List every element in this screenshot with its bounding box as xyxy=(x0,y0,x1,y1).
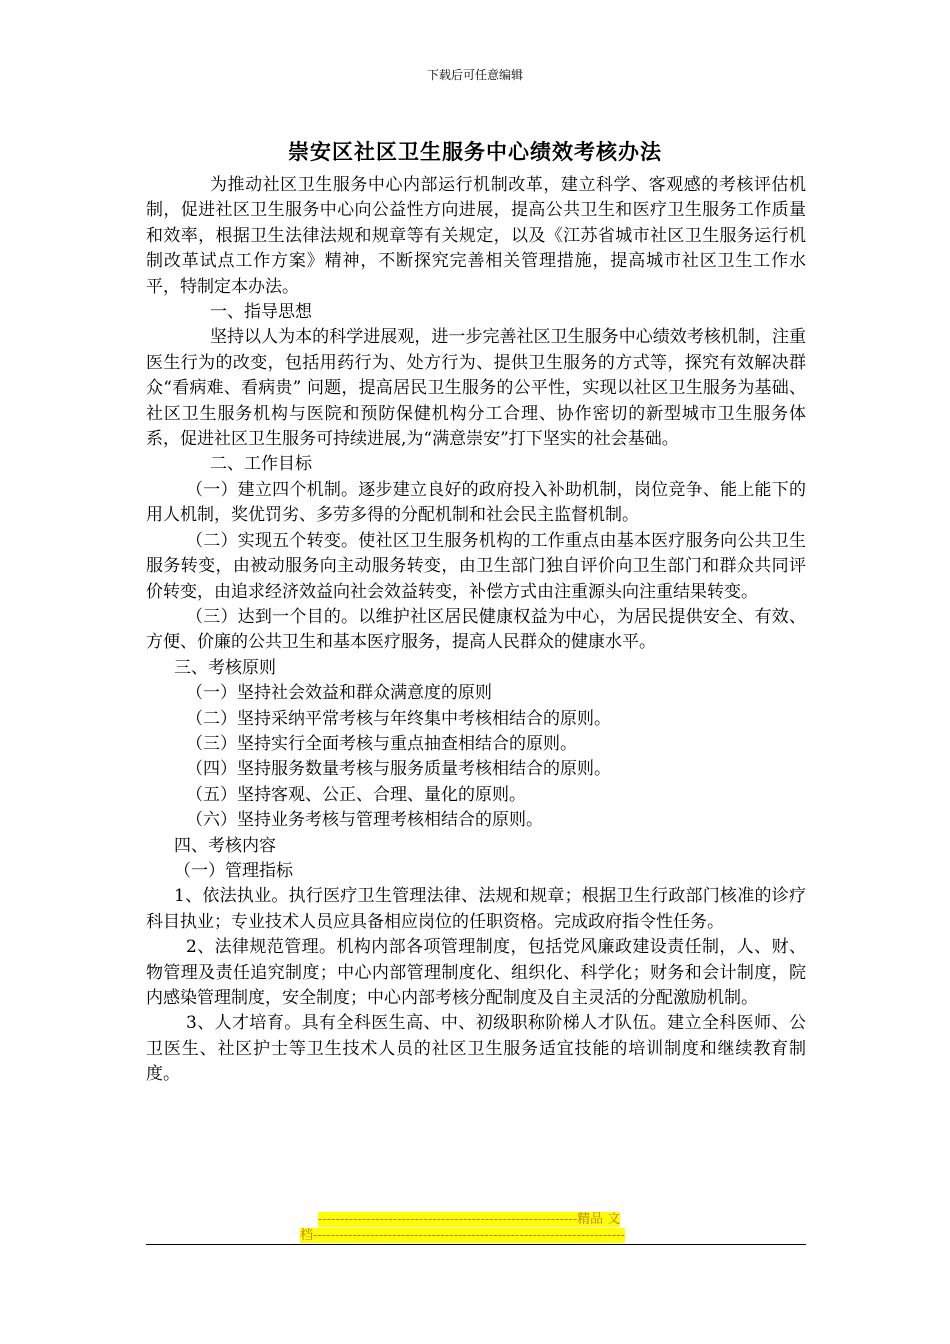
section-heading-2: 二、工作目标 xyxy=(210,454,312,475)
page-header: 下载后可任意编辑 xyxy=(426,68,523,82)
document-title: 崇安区社区卫生服务中心绩效考核办法 xyxy=(288,139,662,164)
principle-item-6: （六）坚持业务考核与管理考核相结合的原则。 xyxy=(186,810,543,831)
intro-paragraph: 为推动社区卫生服务中心内部运行机制改革，建立科学、客观感的考核评估机制，促进社区卫生服务中心向公益性方向进展，提高公共卫生和医疗卫生服务工作质量和效率，根据卫生法律法规和规章等有关规定，以及《江苏省城市社区卫生服务运行机制改革试点工作方案》精神，不断探究完善相关管理措施，提高城市社区卫生工作水平，特制定本办法。 xyxy=(146,175,806,297)
principle-item-5: （五）坚持客观、公正、合理、量化的原则。 xyxy=(186,784,526,805)
section-heading-3: 三、考核原则 xyxy=(174,657,276,678)
section-1-paragraph: 坚持以人为本的科学进展观，进一步完善社区卫生服务中心绩效考核机制，注重医生行为的改变，包括用药行为、处方行为、提供卫生服务的方式等，探究有效解决群众“看病难、看病贵” 问题，提高居民卫生服务的公平性，实现以社区卫生服务为基础、社区卫生服务机构与医院和预防保健机构分工合理、协作密切的新型城市卫生服务体系，促进社区卫生服务可持续进展,为“满意崇安”打下坚实的社会基础。 xyxy=(146,327,806,450)
footer-line-1: -----------------------------------------------------------精品 文 xyxy=(318,1212,621,1227)
principle-item-3: （三）坚持实行全面考核与重点抽查相结合的原则。 xyxy=(186,733,577,754)
section-4-paragraph-1: 1、依法执业。执行医疗卫生管理法律、法规和规章；根据卫生行政部门核准的诊疗科目执业；专业技术人员应具备相应岗位的任职资格。完成政府指令性任务。 xyxy=(146,886,806,932)
section-2-paragraph-3: （三）达到一个目的。以维护社区居民健康权益为中心，为居民提供安全、有效、方便、价廉的公共卫生和基本医疗服务，提高人民群众的健康水平。 xyxy=(146,606,806,653)
section-heading-4: 四、考核内容 xyxy=(174,835,276,856)
section-2-paragraph-1: （一）建立四个机制。逐步建立良好的政府投入补助机制，岗位竞争、能上能下的用人机制，奖优罚劣、多劳多得的分配机制和社会民主监督机制。 xyxy=(146,479,806,526)
section-4-paragraph-2: 2、法律规范管理。机构内部各项管理制度，包括党风廉政建设责任制，人、财、物管理及责任追究制度；中心内部管理制度化、组织化、科学化；财务和会计制度，院内感染管理制度，安全制度；中心内部考核分配制度及自主灵活的分配激励机制。 xyxy=(146,937,806,1008)
footer-divider xyxy=(146,1244,806,1245)
section-4-subheading: （一）管理指标 xyxy=(174,860,293,881)
page-footer xyxy=(300,1212,650,1244)
section-heading-1: 一、指导思想 xyxy=(210,302,312,323)
document-body xyxy=(146,173,806,1088)
footer-line-2: 档----------------------------------------------------------------------- xyxy=(300,1228,625,1243)
principle-item-2: （二）坚持采纳平常考核与年终集中考核相结合的原则。 xyxy=(186,708,611,729)
section-2-paragraph-2: （二）实现五个转变。使社区卫生服务机构的工作重点由基本医疗服务向公共卫生服务转变，由被动服务向主动服务转变，由卫生部门独自评价向卫生部门和群众共同评价转变，由追求经济效益向社会效益转变，补偿方式由注重源头向注重结果转变。 xyxy=(146,530,806,602)
section-4-paragraph-3: 3、人才培育。具有全科医生高、中、初级职称阶梯人才队伍。建立全科医师、公卫医生、社区护士等卫生技术人员的社区卫生服务适宜技能的培训制度和继续教育制度。 xyxy=(146,1013,806,1085)
principle-item-1: （一）坚持社会效益和群众满意度的原则 xyxy=(186,683,492,704)
principle-item-4: （四）坚持服务数量考核与服务质量考核相结合的原则。 xyxy=(186,759,611,780)
